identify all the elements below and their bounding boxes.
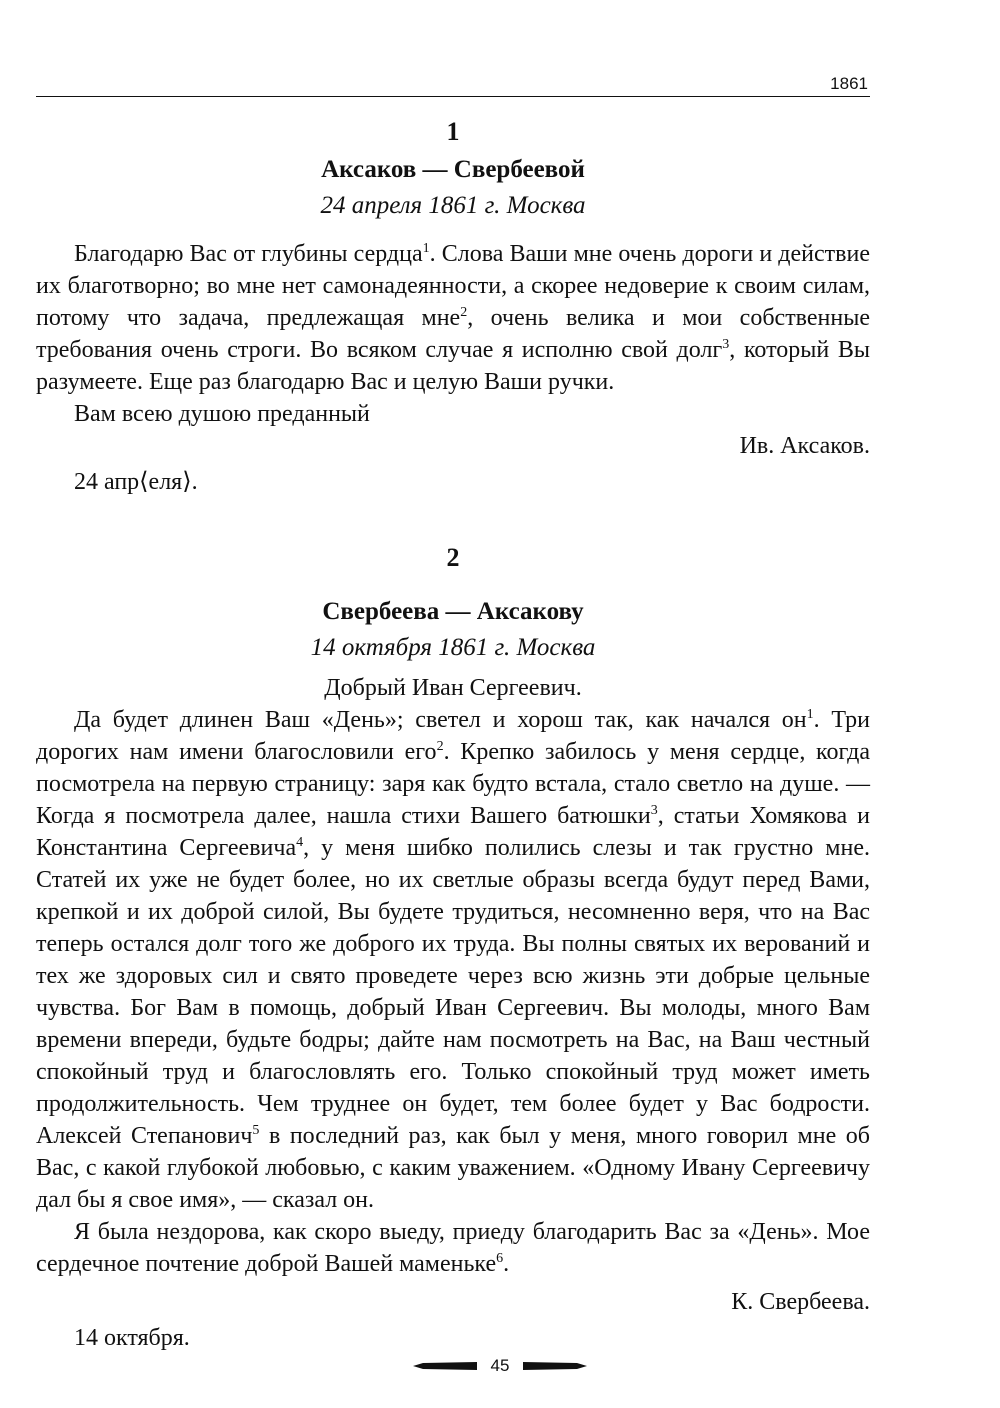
page-number: 45 [490,1356,510,1375]
body-paragraph: Я была нездорова, как скоро выеду, приеду благодарить Вас за «День». Мое сердечное почтение доброй Вашей маменьке$^6$. [36,1219,870,1277]
letter-body [36,704,870,1280]
footnote-ref[interactable]: 2 [460,305,468,320]
footnote-ref[interactable]: 5 [252,1123,260,1138]
footnote-ref[interactable]: 1 [806,707,814,722]
footnote-ref[interactable]: 1 [422,241,430,256]
page-footer [0,1356,1000,1376]
letter-number: 1 [446,117,460,146]
page-content [36,112,870,1354]
running-head-year: 1861 [830,74,868,93]
footnote-ref[interactable]: 6 [496,1251,504,1266]
footnote-ref[interactable]: 3 [650,803,658,818]
body-paragraph: Благодарю Вас от глубины сердца$^1$. Слова Ваши мне очень дороги и действие их благотворно; во мне нет самонадеянности, а скорее недоверие к своим силам, потому что задача, предлежащая мне$^2$, очень велика и мои собственные требования очень строги. Во всяком случае я исполню свой долг$^3$, который Вы разумеете. Еще раз благодарю Вас и целую Ваши ручки. [36,241,871,395]
letter-heading: Аксаков — Свербеевой [321,156,585,183]
letter-1 [36,112,870,498]
closing-date: 24 апр⟨еля⟩. [74,469,198,495]
letter-2 [36,538,870,1354]
left-ornament-icon [413,1361,477,1371]
letter-date-place: 24 апреля 1861 г. Москва [320,192,586,219]
footnote-ref[interactable]: 2 [436,739,444,754]
closing-date: 14 октября. [74,1325,190,1351]
greeting: Добрый Иван Сергеевич. [324,675,582,701]
running-head [36,72,870,97]
closing-line: Вам всею душою преданный [74,401,370,427]
letter-date-place: 14 октября 1861 г. Москва [310,634,596,661]
letter-body [36,238,870,398]
letter-heading: Свербеева — Аксакову [322,598,584,625]
body-paragraph: Да будет длинен Ваш «День»; светел и хорош так, как начался $он^1$. Три дорогих нам имени благословили его$^2$. Крепко забилось у меня сердце, когда посмотрела на первую страницу: заря как будто встала, стало светло на душе. — Когда я посмотрела далее, нашла стихи Вашего батюшки$^3$, статьи Хомякова и Константина Сергеевича$^4$, у меня шибко полились слезы и так грустно мне. Статей их уже не будет более, но их светлые образы всегда будут перед Вами, крепкой и их доброй силой, Вы будете трудиться, несомненно веря, что на Вас теперь остался долг того же доброго их труда. Вы полны святых их верований и тех же здоровых сил и свято проведете через всю жизнь эти добрые цельные чувства. Бог Вам в помощь, добрый Иван Сергеевич. Вы молоды, много Вам времени впереди, будьте бодры; дайте нам посмотреть на Вас, на Ваш честный спокойный труд и благословлять его. Только спокойный труд может иметь продолжительность. Чем труднее он будет, тем более будет у Вас бодрости. Алексей Степанович$^5$ в последний раз, как был у меня, много говорил мне об Вас, с какой глубокой любовью, с каким уважением. «Одному Ивану Сергеевичу дал бы я свое имя», — сказал он. [36,707,871,1213]
letter-number: 2 [446,543,460,572]
signature: К. Свербеева. [731,1289,870,1315]
footnote-ref[interactable]: 3 [722,337,730,352]
right-ornament-icon [523,1361,587,1371]
signature: Ив. Аксаков. [739,433,870,459]
footnote-ref[interactable]: 4 [296,835,304,850]
